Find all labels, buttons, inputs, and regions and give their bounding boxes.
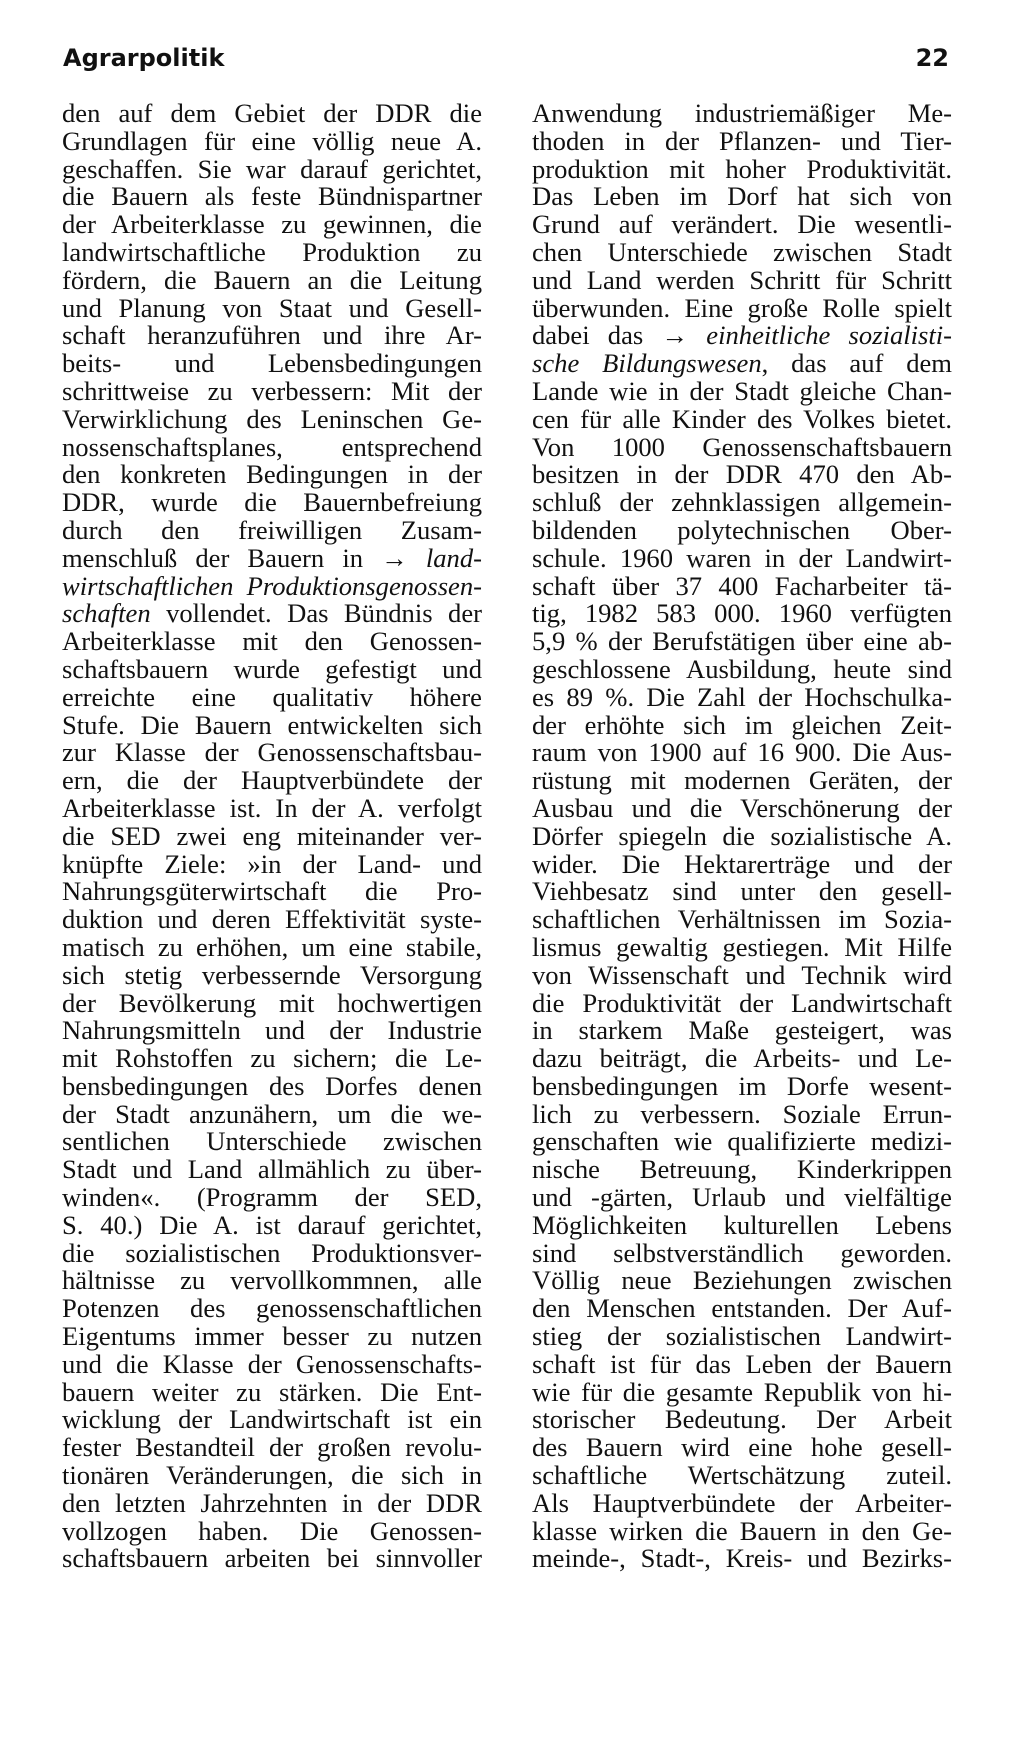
line-text: tig, 1982 583 000. 1960 verfügten [532,598,952,629]
text-line [532,1128,952,1156]
section-title: Agrarpolitik [63,44,225,72]
line-text: den Menschen entstanden. Der Auf- [532,1293,952,1324]
text-line [62,792,482,823]
text-line [62,403,482,434]
line-text: erreichte eine qualitativ höhere [62,681,482,712]
text-line [62,1434,482,1462]
text-line [532,931,952,962]
text-line [62,1045,482,1073]
line-text: Grund auf verändert. Die wesentli- [532,209,952,240]
text-line [62,1348,482,1379]
text-line [62,848,482,879]
text-line [532,1462,952,1490]
line-text: menschluß der Bauern in [62,542,364,573]
text-line [62,820,482,851]
line-text: besitzen in der DDR 470 den Ab- [532,459,952,490]
line-text: Eigentums immer besser zu nutzen [62,1321,482,1352]
text-line [532,125,952,156]
line-text: knüpfte Ziele: »in der Land- und [62,848,482,879]
line-text: 5,9 % der Berufstätigen über eine ab- [532,626,952,657]
line-text: Arbeiterklasse mit den Genossen- [62,626,482,657]
text-line [532,1098,952,1129]
text-line [532,959,952,990]
text-line [532,1156,952,1184]
line-text: fördern, die Bauern an die Leitung [62,264,482,295]
line-text: der Stadt anzunähern, um die we- [62,1098,482,1129]
line-text: schaft ist für das Leben der Bauern [532,1348,952,1379]
text-line [532,1323,952,1351]
line-text: sind selbstverständlich geworden. [532,1237,952,1268]
line-text: nische Betreuung, Kinderkrippen [532,1154,952,1185]
text-line [532,183,952,211]
text-line [62,431,482,462]
line-text: , das auf dem [761,348,952,379]
text-line [62,1323,482,1351]
text-line [62,1209,482,1240]
text-line [62,1487,482,1518]
line-text: Das Leben im Dorf hat sich von [532,181,952,212]
line-text: genschaften wie qualifizierte medizi- [532,1126,952,1157]
text-line [62,1070,482,1101]
text-line [532,1209,952,1240]
line-text: Anwendung industriemäßiger Me- [532,98,952,128]
line-text: und -gärten, Urlaub und vielfältige [532,1182,952,1213]
line-text: bildenden polytechnischen Ober- [532,514,952,545]
line-text: mit Rohstoffen zu sichern; die Le- [62,1043,482,1074]
text-line [62,931,482,962]
line-text: des Bauern wird eine hohe gesell- [532,1432,952,1463]
cross-reference-term: einheitliche sozialisti- [706,320,952,351]
text-line [62,709,482,740]
line-text: Verwirklichung des Leninschen Ge- [62,403,482,434]
line-text: in starkem Maße gesteigert, was [532,1015,952,1046]
line-text: beits- und Lebensbedingungen [62,348,482,379]
line-text: den auf dem Gebiet der DDR die [62,98,482,128]
text-line [62,1462,482,1490]
text-line [62,653,482,684]
text-line [532,767,952,795]
line-text: tionären Veränderungen, die sich in [62,1460,482,1491]
line-text: chen Unterschiede zwischen Stadt [532,236,952,267]
line-text: schluß der zehnklassigen allgemein- [532,487,952,518]
text-line [532,739,952,767]
text-line [62,681,482,712]
text-line [62,767,482,795]
line-text: storischer Bedeutung. Der Arbeit [532,1404,952,1435]
line-text: Völlig neue Beziehungen zwischen [532,1265,952,1296]
line-text: produktion mit hoher Produktivität. [532,153,952,184]
line-text: vollzogen haben. Die Genossen- [62,1515,482,1546]
line-text: duktion und deren Effektivität syste- [62,904,482,935]
line-text: raum von 1900 auf 16 900. Die Aus- [532,737,952,768]
line-text: sentlichen Unterschiede zwischen [62,1126,482,1157]
text-line [62,1128,482,1156]
line-text: Stufe. Die Bauern entwickelten sich [62,709,482,740]
line-text: die SED zwei eng miteinander ver- [62,820,482,851]
text-line [532,1267,952,1295]
line-text: dazu beiträgt, die Arbeits- und Le- [532,1043,952,1074]
cross-reference-term: schaften [62,598,151,629]
text-line [532,1545,952,1573]
text-line [532,1070,952,1101]
text-line [62,489,482,517]
line-text: Stadt und Land allmählich zu über- [62,1154,482,1185]
line-text: schaft über 37 400 Facharbeiter tä- [532,570,952,601]
line-text: bauern weiter zu stärken. Die Ent- [62,1376,482,1407]
text-line [532,542,952,573]
line-text: und Land werden Schritt für Schritt [532,264,952,295]
cross-reference-arrow-icon: → [643,320,707,351]
text-line [62,600,482,628]
text-line [62,322,482,350]
text-line [532,322,952,350]
text-line [532,514,952,545]
line-text: klasse wirken die Bauern in den Ge- [532,1515,952,1546]
text-line [532,820,952,851]
line-text: geschlossene Ausbildung, heute sind [532,653,952,684]
line-text: cen für alle Kinder des Volkes bietet. [532,403,952,434]
line-text: schaftliche Wertschätzung zuteil. [532,1460,952,1491]
line-text: und die Klasse der Genossenschafts- [62,1348,482,1379]
text-line [532,792,952,823]
text-line [62,1545,482,1573]
line-text: Lande wie in der Stadt gleiche Chan- [532,375,952,406]
line-text: von Wissenschaft und Technik wird [532,959,952,990]
line-text: Ausbau und die Verschönerung der [532,792,952,823]
text-line [62,211,482,239]
text-line [532,431,952,462]
text-line [532,461,952,489]
line-text: wicklung der Landwirtschaft ist ein [62,1404,482,1435]
text-line [532,153,952,184]
cross-reference-term: land- [425,542,482,573]
text-line [62,1295,482,1323]
line-text: S. 40.) Die A. ist darauf gerichtet, [62,1209,482,1240]
line-text: Nahrungsgüterwirtschaft die Pro- [62,876,482,907]
cross-reference-term: sche Bildungswesen [532,348,762,379]
text-line [62,264,482,295]
text-line [62,628,482,656]
text-column-left [62,100,482,1573]
text-line [532,264,952,295]
text-line [532,292,952,323]
text-line [532,709,952,740]
cross-reference-term: wirtschaftlichen Produktionsgenossen- [62,570,482,601]
line-text: es 89 %. Die Zahl der Hochschulka- [532,681,952,712]
line-text: ern, die der Hauptverbündete der [62,765,482,796]
line-text: die sozialistischen Produktionsver- [62,1237,482,1268]
text-line [62,1376,482,1407]
text-line [532,211,952,239]
text-line [532,1515,952,1546]
text-line [532,1487,952,1518]
text-line [62,236,482,267]
text-line [62,350,482,378]
line-text: wie für die gesamte Republik von hi- [532,1376,952,1407]
text-line [532,350,952,378]
text-line [62,987,482,1018]
text-line [532,906,952,934]
line-text: thoden in der Pflanzen- und Tier- [532,125,952,156]
text-line [62,739,482,767]
text-line [532,1434,952,1462]
text-line [62,959,482,990]
line-text: den letzten Jahrzehnten in der DDR [62,1487,482,1518]
text-line [62,1156,482,1184]
text-line [532,570,952,601]
line-text: der erhöhte sich im gleichen Zeit- [532,709,952,740]
text-line [532,681,952,712]
text-line [532,653,952,684]
line-text: schaftsbauern wurde gefestigt und [62,653,482,684]
text-line [62,375,482,406]
line-text: Viehbesatz sind unter den gesell- [532,876,952,907]
text-line [532,1237,952,1268]
line-text: die Produktivität der Landwirtschaft [532,987,952,1018]
line-text: fester Bestandteil der großen revolu- [62,1432,482,1463]
line-text: den konkreten Bedingungen in der [62,459,482,490]
text-column-right [532,100,952,1573]
line-text: schrittweise zu verbessern: Mit der [62,375,482,406]
line-text: die Bauern als feste Bündnispartner [62,181,482,212]
line-text: Arbeiterklasse ist. In der A. verfolgt [62,792,482,823]
text-line [532,100,952,128]
line-text: Als Hauptverbündete der Arbeiter- [532,1487,952,1518]
text-line [62,100,482,128]
line-text: und Planung von Staat und Gesell- [62,292,482,323]
line-text: Nahrungsmitteln und der Industrie [62,1015,482,1046]
line-text: Grundlagen für eine völlig neue A. [62,125,482,156]
line-text: hältnisse zu vervollkommnen, alle [62,1265,482,1296]
line-text: lich zu verbessern. Soziale Errun- [532,1098,952,1129]
line-text: Möglichkeiten kulturellen Lebens [532,1209,952,1240]
line-text: dabei das [532,320,644,351]
text-line [532,1184,952,1212]
line-text: bensbedingungen im Dorfe wesent- [532,1070,952,1101]
text-line [62,1098,482,1129]
line-text: Von 1000 Genossenschaftsbauern [532,431,952,462]
line-text: nossenschaftsplanes, entsprechend [62,431,482,462]
text-line [532,489,952,517]
cross-reference-arrow-icon: → [363,542,426,573]
line-text: sich stetig verbessernde Versorgung [62,959,482,990]
line-text: lismus gewaltig gestiegen. Mit Hilfe [532,931,952,962]
text-line [62,878,482,906]
text-line [62,153,482,184]
text-line [532,628,952,656]
text-line [532,848,952,879]
text-line [62,1406,482,1434]
text-line [62,292,482,323]
text-line [62,542,482,573]
line-text: überwunden. Eine große Rolle spielt [532,292,952,323]
text-line [532,1348,952,1379]
line-text: meinde-, Stadt-, Kreis- und Bezirks- [532,1543,952,1574]
text-line [62,1515,482,1546]
text-line [532,1406,952,1434]
text-line [62,1237,482,1268]
text-line [62,125,482,156]
text-line [532,1295,952,1323]
line-text: matisch zu erhöhen, um eine stabile, [62,931,482,962]
text-line [532,878,952,906]
text-line [62,570,482,601]
text-line [532,1376,952,1407]
text-line [62,461,482,489]
text-line [532,403,952,434]
line-text: schaftlichen Verhältnissen im Sozia- [532,904,952,935]
text-line [532,1017,952,1045]
line-text: winden«. (Programm der SED, [62,1182,482,1213]
text-line [532,236,952,267]
line-text: DDR, wurde die Bauernbefreiung [62,487,482,518]
page-number: 22 [915,44,949,72]
line-text: zur Klasse der Genossenschaftsbau- [62,737,482,768]
line-text: bensbedingungen des Dorfes denen [62,1070,482,1101]
text-line [532,600,952,628]
text-line [62,1184,482,1212]
line-text: geschaffen. Sie war darauf gerichtet, [62,153,482,184]
text-line [532,987,952,1018]
text-line [532,1045,952,1073]
line-text: schaft heranzuführen und ihre Ar- [62,320,482,351]
text-line [62,906,482,934]
line-text: der Arbeiterklasse zu gewinnen, die [62,209,482,240]
line-text: durch den freiwilligen Zusam- [62,514,482,545]
line-text: schaftsbauern arbeiten bei sinnvoller [62,1543,482,1574]
line-text: landwirtschaftliche Produktion zu [62,236,482,267]
text-line [532,375,952,406]
text-line [62,1267,482,1295]
line-text: vollendet. Das Bündnis der [150,598,482,629]
text-line [62,1017,482,1045]
line-text: stieg der sozialistischen Landwirt- [532,1321,952,1352]
text-line [62,514,482,545]
line-text: der Bevölkerung mit hochwertigen [62,987,482,1018]
line-text: rüstung mit modernen Geräten, der [532,765,952,796]
text-line [62,183,482,211]
line-text: Dörfer spiegeln die sozialistische A. [532,820,952,851]
line-text: schule. 1960 waren in der Landwirt- [532,542,952,573]
line-text: Potenzen des genossenschaftlichen [62,1293,482,1324]
line-text: wider. Die Hektarerträge und der [532,848,952,879]
